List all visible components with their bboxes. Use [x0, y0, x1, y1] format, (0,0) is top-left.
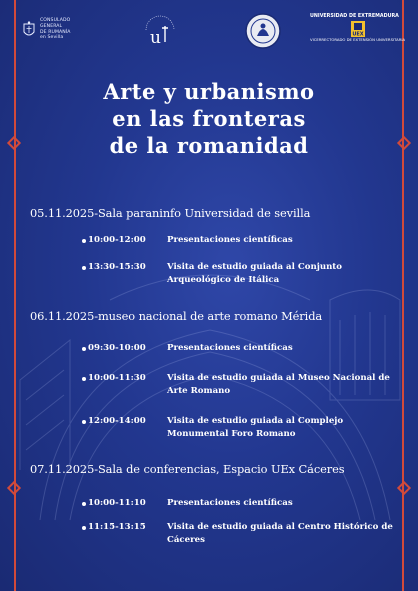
- bullet-icon: [82, 420, 86, 424]
- svg-text:u: u: [150, 28, 161, 48]
- event-desc: Presentaciones científicas: [167, 498, 293, 508]
- session-heading: 05.11.2025-Sala paraninfo Universidad de sevilla: [30, 206, 311, 220]
- session-heading: 07.11.2025-Sala de conferencias, Espacio UEx Cáceres: [30, 462, 345, 476]
- event-item: [88, 497, 394, 510]
- event-time: 10:00-11:30: [88, 373, 146, 383]
- universidad-sevilla-logo: [140, 12, 180, 52]
- event-item: [88, 372, 394, 398]
- event-time: 12:00-14:00: [88, 416, 146, 426]
- uex-badge: UEX: [352, 31, 364, 38]
- event-time: 09:30-10:00: [88, 343, 146, 353]
- logos-row: [20, 12, 406, 52]
- event-time: 10:00-11:10: [88, 498, 146, 508]
- poster-title: [20, 78, 398, 159]
- consulado-line: GENERAL: [40, 23, 63, 29]
- event-desc: Visita de estudio guiada al Complejo Monumental Foro Romano: [167, 416, 344, 439]
- event-desc: Presentaciones científicas: [167, 235, 293, 245]
- uex-name: UNIVERSIDAD DE EXTREMADURA: [310, 14, 399, 19]
- event-desc: Visita de estudio guiada al Centro Histórico de Cáceres: [167, 522, 393, 545]
- us-seal-icon: [140, 12, 180, 48]
- consulado-line: DE RUMANÍA: [40, 29, 71, 35]
- event-desc: Visita de estudio guiada al Museo Nacional de Arte Romano: [167, 373, 390, 396]
- event-desc: Presentaciones científicas: [167, 343, 293, 353]
- institution-seal-logo: [244, 12, 282, 54]
- bullet-icon: [82, 347, 86, 351]
- bullet-icon: [82, 239, 86, 243]
- event-time: 10:00-12:00: [88, 235, 146, 245]
- left-border: [14, 0, 16, 591]
- uex-logo: [310, 14, 410, 42]
- round-seal-icon: [244, 12, 282, 50]
- uex-vice: VICERRECTORADO DE EXTENSIÓN UNIVERSITARIA: [310, 37, 406, 42]
- right-border: [402, 0, 404, 591]
- event-time: 13:30-15:30: [88, 262, 146, 272]
- title-line: en las fronteras: [112, 106, 306, 131]
- event-desc: Visita de estudio guiada al Conjunto Arqueológico de Itálica: [167, 262, 343, 285]
- bullet-icon: [82, 526, 86, 530]
- event-item: [88, 521, 394, 547]
- bullet-icon: [82, 377, 86, 381]
- event-item: [88, 234, 394, 247]
- consulado-line: en Sevilla: [40, 35, 64, 41]
- session-heading: 06.11.2025-museo nacional de arte romano Mérida: [30, 309, 323, 323]
- event-item: [88, 261, 394, 287]
- event-item: [88, 415, 394, 441]
- consulado-logo: [22, 18, 71, 41]
- event-item: [88, 342, 394, 355]
- title-line: Arte y urbanismo: [103, 79, 315, 104]
- uex-emblem-icon: [350, 20, 366, 38]
- event-time: 11:15-13:15: [88, 522, 146, 532]
- title-line: de la romanidad: [109, 133, 309, 158]
- consulado-line: CONSULADO: [40, 18, 71, 23]
- romania-crest-icon: [22, 21, 36, 39]
- bullet-icon: [82, 266, 86, 270]
- bullet-icon: [82, 502, 86, 506]
